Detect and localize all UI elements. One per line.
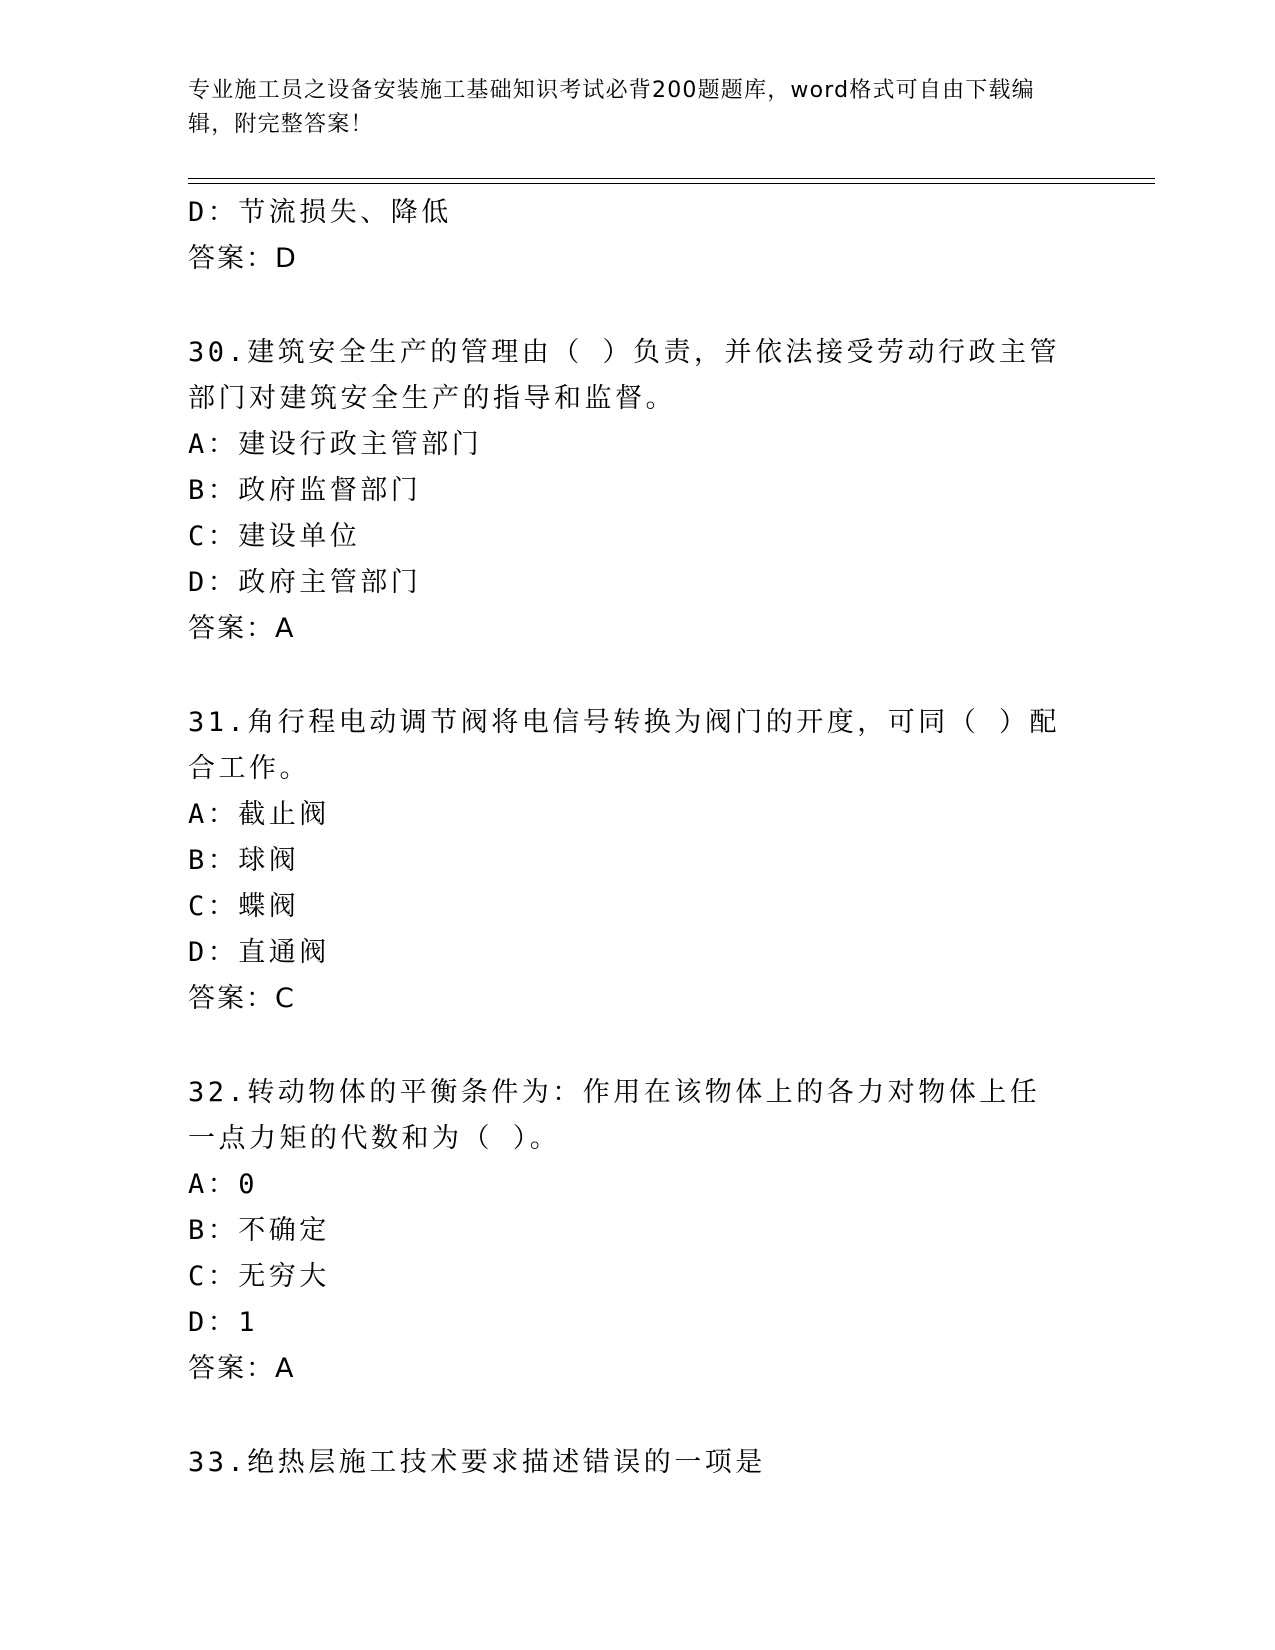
question-text: 31.角行程电动调节阀将电信号转换为阀门的开度，可同（ ）配合工作。 [188, 707, 1061, 784]
option-d: D：直通阀 [188, 937, 330, 968]
question-text: 30.建筑安全生产的管理由（ ）负责，并依法接受劳动行政主管部门对建筑安全生产的指导和监督。 [188, 337, 1061, 414]
option-c: C：建设单位 [188, 521, 361, 552]
option-a: A：截止阀 [188, 799, 330, 830]
option-c: C：无穷大 [188, 1261, 330, 1292]
question-text: 33.绝热层施工技术要求描述错误的一项是 [188, 1447, 766, 1478]
answer: 答案：C [188, 983, 296, 1014]
option-b: B：球阀 [188, 845, 300, 876]
option-d: D：政府主管部门 [188, 567, 422, 598]
answer: 答案：A [188, 1353, 296, 1384]
question-list [188, 190, 1068, 1486]
option-b: B：不确定 [188, 1215, 330, 1246]
prev-answer: 答案：D [188, 243, 298, 274]
option-d: D：1 [188, 1307, 259, 1338]
option-c: C：蝶阀 [188, 891, 300, 922]
header-divider-top [188, 178, 1155, 179]
option-a: A：建设行政主管部门 [188, 429, 483, 460]
question-30 [188, 330, 1068, 652]
question-31 [188, 700, 1068, 1022]
document-header: 专业施工员之设备安装施工基础知识考试必背200题题库，word格式可自由下载编辑，附完整答案！ [188, 78, 1035, 137]
question-32 [188, 1070, 1068, 1392]
option-b: B：政府监督部门 [188, 475, 422, 506]
prev-option-d: D：节流损失、降低 [188, 197, 452, 228]
question-text: 32.转动物体的平衡条件为：作用在该物体上的各力对物体上任一点力矩的代数和为（ ）。 [188, 1077, 1041, 1154]
question-33 [188, 1440, 1068, 1486]
answer: 答案：A [188, 613, 296, 644]
option-a: A：0 [188, 1169, 259, 1200]
header-divider-bottom [188, 183, 1155, 184]
